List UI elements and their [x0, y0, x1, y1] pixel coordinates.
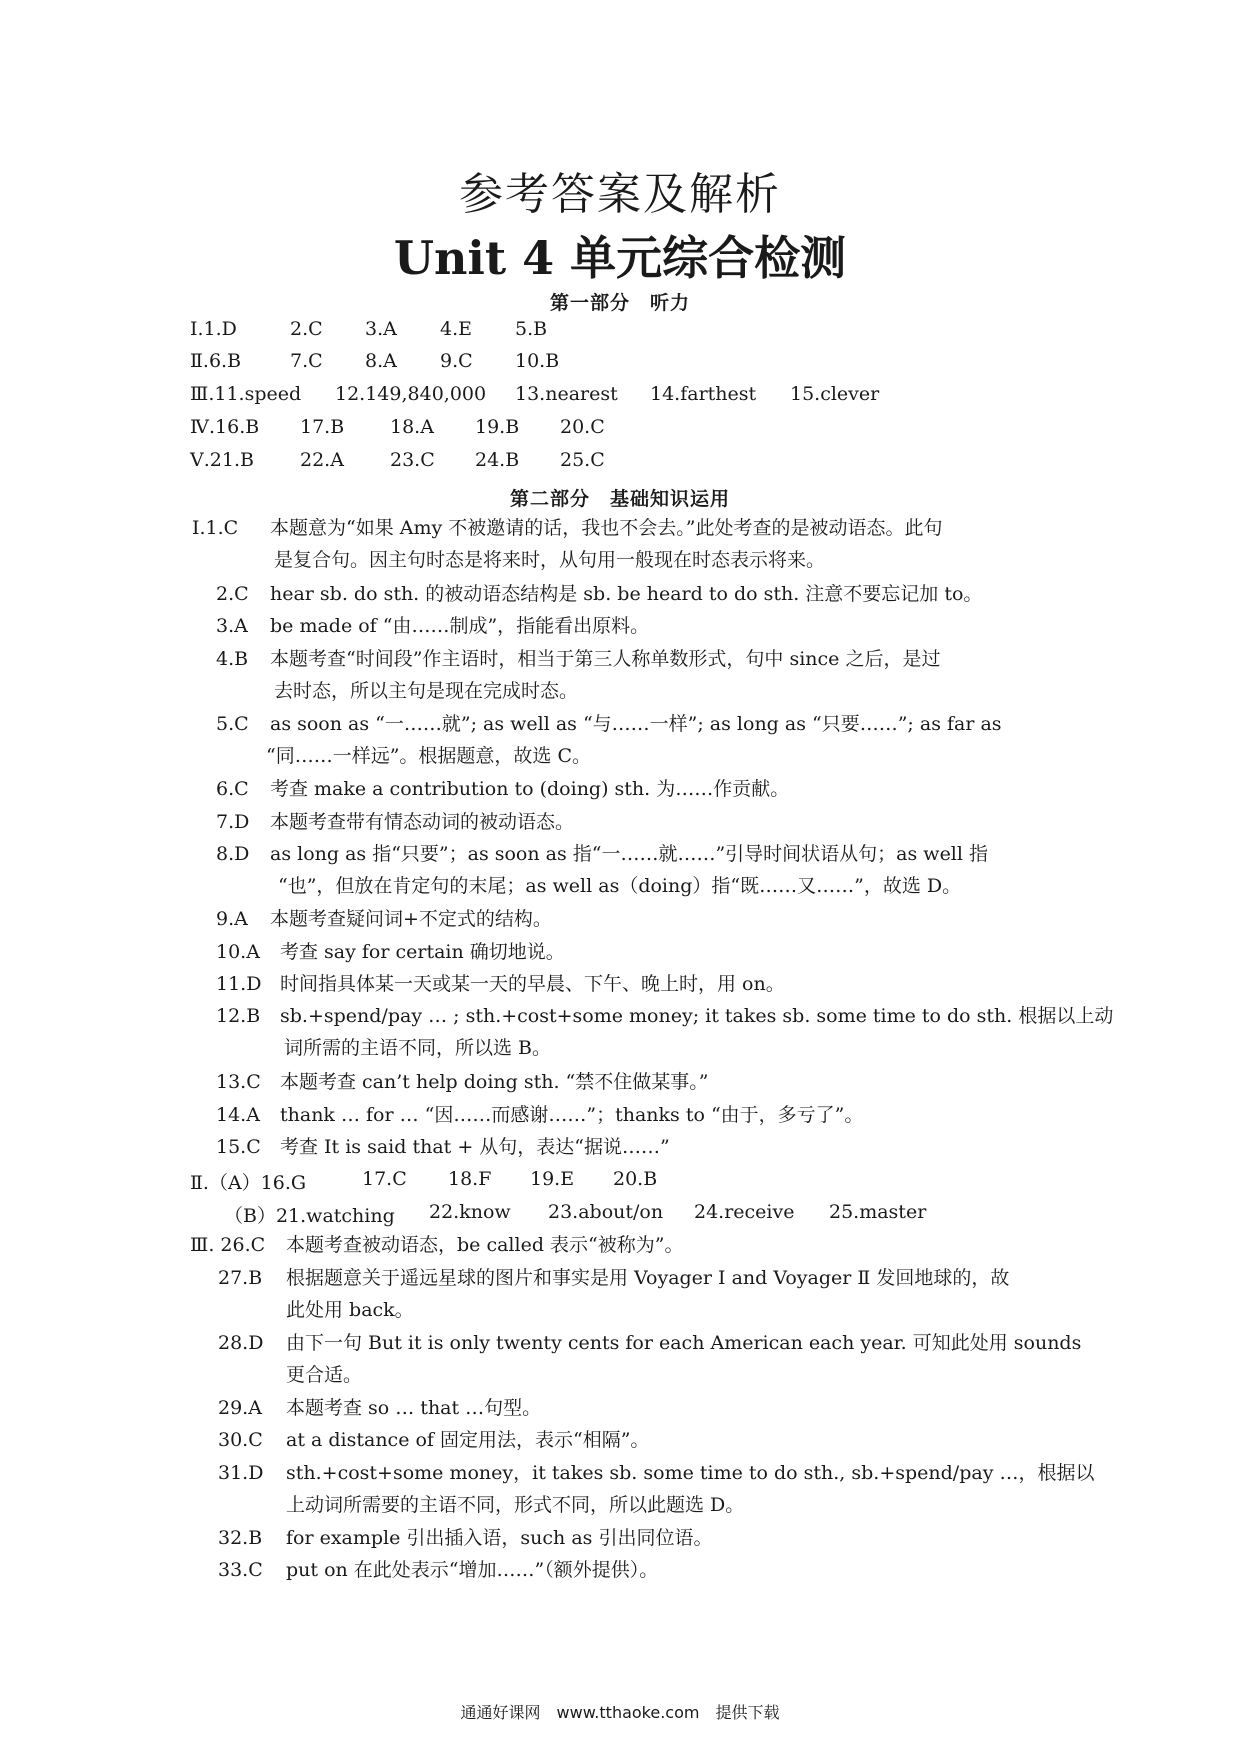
item-text: at a distance of 固定用法，表示“相隔”。 — [286, 1429, 650, 1451]
answer-cell: 4.E — [440, 318, 472, 340]
item-text: as long as 指“只要”；as soon as 指“一……就……”引导时间状语从句；as well 指 — [270, 843, 989, 865]
item-text: 时间指具体某一天或某一天的早晨、下午、晚上时，用 on。 — [280, 973, 785, 995]
item-text: put on 在此处表示“增加……”（额外提供）。 — [286, 1559, 659, 1581]
item-text: 本题考查疑问词+不定式的结构。 — [270, 908, 552, 930]
answer-cell: 19.E — [530, 1168, 575, 1190]
answer-cell: 8.A — [365, 350, 397, 372]
item-text-cont: 是复合句。因主句时态是将来时，从句用一般现在时态表示将来。 — [274, 549, 826, 571]
item-text: 本题意为“如果 Amy 不被邀请的话，我也不会去。”此处考查的是被动语态。此句 — [270, 517, 943, 539]
item-number: 12.B — [216, 1005, 261, 1027]
item-text: hear sb. do sth. 的被动语态结构是 sb. be heard to do sth. 注意不要忘记加 to。 — [270, 583, 983, 605]
answer-cell: 24.receive — [694, 1201, 795, 1223]
part2-heading: 第二部分 基础知识运用 — [509, 488, 730, 510]
item-text: thank … for … “因……而感谢……”；thanks to “由于，多亏了”。 — [280, 1104, 864, 1126]
answer-cell: 23.C — [390, 449, 435, 471]
answer-cell: Ⅴ.21.B — [190, 449, 254, 471]
answer-cell: 5.B — [515, 318, 548, 340]
item-text-cont: 去时态，所以主句是现在完成时态。 — [274, 680, 579, 702]
answer-cell: 20.B — [613, 1168, 658, 1190]
item-number: 10.A — [216, 941, 260, 963]
item-text: 考查 make a contribution to (doing) sth. 为……作贡献。 — [270, 778, 790, 800]
item-number: 11.D — [216, 973, 262, 995]
item-number: 27.B — [218, 1267, 263, 1289]
item-number: 3.A — [216, 615, 248, 637]
item-number: 4.B — [216, 648, 249, 670]
item-text-cont: 词所需的主语不同，所以选 B。 — [284, 1037, 552, 1059]
answer-cell: 17.C — [362, 1168, 407, 1190]
item-number: 2.C — [216, 583, 249, 605]
unit-title: Unit 4 单元综合检测 — [393, 231, 847, 285]
item-number: 30.C — [218, 1429, 263, 1451]
answer-cell: （B）21.watching — [224, 1205, 395, 1227]
item-number: 7.D — [216, 811, 250, 833]
item-text: 根据题意关于遥远星球的图片和事实是用 Voyager Ⅰ and Voyager Ⅱ 发回地球的，故 — [286, 1267, 1010, 1289]
item-number: 14.A — [216, 1104, 260, 1126]
page-title: 参考答案及解析 — [459, 169, 781, 220]
answer-cell: 22.A — [300, 449, 344, 471]
item-text: sb.+spend/pay … ; sth.+cost+some money; it takes sb. some time to do sth. 根据以上动 — [280, 1005, 1114, 1027]
answer-cell: Ⅰ.1.D — [190, 318, 237, 340]
answer-cell: 15.clever — [790, 383, 880, 405]
item-text: 考查 say for certain 确切地说。 — [280, 941, 565, 963]
item-text: as soon as “一……就”; as well as “与……一样”; as long as “只要……”; as far as — [270, 713, 1002, 735]
item-number: 31.D — [218, 1462, 264, 1484]
answer-cell: 25.master — [829, 1201, 927, 1223]
item-number: 15.C — [216, 1136, 261, 1158]
item-number: 13.C — [216, 1071, 261, 1093]
item-text-cont: 更合适。 — [286, 1364, 363, 1386]
item-text: for example 引出插入语，such as 引出同位语。 — [286, 1527, 713, 1549]
answer-cell: 12.149,840,000 — [335, 383, 487, 405]
item-number: 29.A — [218, 1397, 262, 1419]
answer-cell: Ⅲ.11.speed — [190, 383, 302, 405]
item-number: 5.C — [216, 713, 249, 735]
item-text: 本题考查带有情态动词的被动语态。 — [270, 811, 575, 833]
answer-cell: Ⅱ.6.B — [190, 350, 242, 372]
answer-cell: 9.C — [440, 350, 473, 372]
item-number: Ⅲ. 26.C — [190, 1234, 266, 1256]
answer-cell: 10.B — [515, 350, 560, 372]
answer-cell: 3.A — [365, 318, 397, 340]
item-text: be made of “由……制成”，指能看出原料。 — [270, 615, 650, 637]
answer-cell: 19.B — [475, 416, 520, 438]
item-text: 本题考查“时间段”作主语时，相当于第三人称单数形式，句中 since 之后，是过 — [270, 648, 941, 670]
answer-cell: Ⅳ.16.B — [190, 416, 260, 438]
answer-cell: 23.about/on — [548, 1201, 664, 1223]
answer-cell: 25.C — [560, 449, 605, 471]
item-text: 本题考查 so … that …句型。 — [286, 1397, 542, 1419]
footer-source: 通通好课网 www.tthaoke.com 提供下载 — [460, 1703, 780, 1722]
item-number: 33.C — [218, 1559, 263, 1581]
item-number: 32.B — [218, 1527, 263, 1549]
answer-cell: 13.nearest — [515, 383, 618, 405]
item-text-cont: “也”，但放在肯定句的末尾；as well as（doing）指“既……又……”，故选 D。 — [278, 875, 962, 897]
item-number: Ⅰ.1.C — [192, 517, 239, 539]
answer-cell: 2.C — [290, 318, 323, 340]
item-text: 考查 It is said that + 从句，表达“据说……” — [280, 1136, 670, 1158]
answer-cell: 18.F — [448, 1168, 492, 1190]
item-number: 28.D — [218, 1332, 264, 1354]
part1-heading: 第一部分 听力 — [549, 292, 690, 314]
item-number: 6.C — [216, 778, 249, 800]
answer-cell: 7.C — [290, 350, 323, 372]
item-text: sth.+cost+some money，it takes sb. some time to do sth., sb.+spend/pay …，根据以 — [286, 1462, 1095, 1484]
item-number: 8.D — [216, 843, 250, 865]
item-text: 本题考查 can’t help doing sth. “禁不住做某事。” — [280, 1071, 709, 1093]
item-text-cont: “同……一样远”。根据题意，故选 C。 — [266, 745, 592, 767]
answer-cell: 20.C — [560, 416, 605, 438]
answer-cell: 24.B — [475, 449, 520, 471]
item-text-cont: 上动词所需要的主语不同，形式不同，所以此题选 D。 — [286, 1494, 745, 1516]
item-text: 由下一句 But it is only twenty cents for each American each year. 可知此处用 sounds — [286, 1332, 1082, 1354]
item-text: 本题考查被动语态，be called 表示“被称为”。 — [286, 1234, 684, 1256]
answer-cell: 22.know — [429, 1201, 511, 1223]
answer-cell: Ⅱ.（A）16.G — [190, 1172, 307, 1194]
answer-cell: 17.B — [300, 416, 345, 438]
answer-cell: 14.farthest — [650, 383, 757, 405]
answer-cell: 18.A — [390, 416, 434, 438]
item-text-cont: 此处用 back。 — [286, 1299, 414, 1321]
item-number: 9.A — [216, 908, 248, 930]
